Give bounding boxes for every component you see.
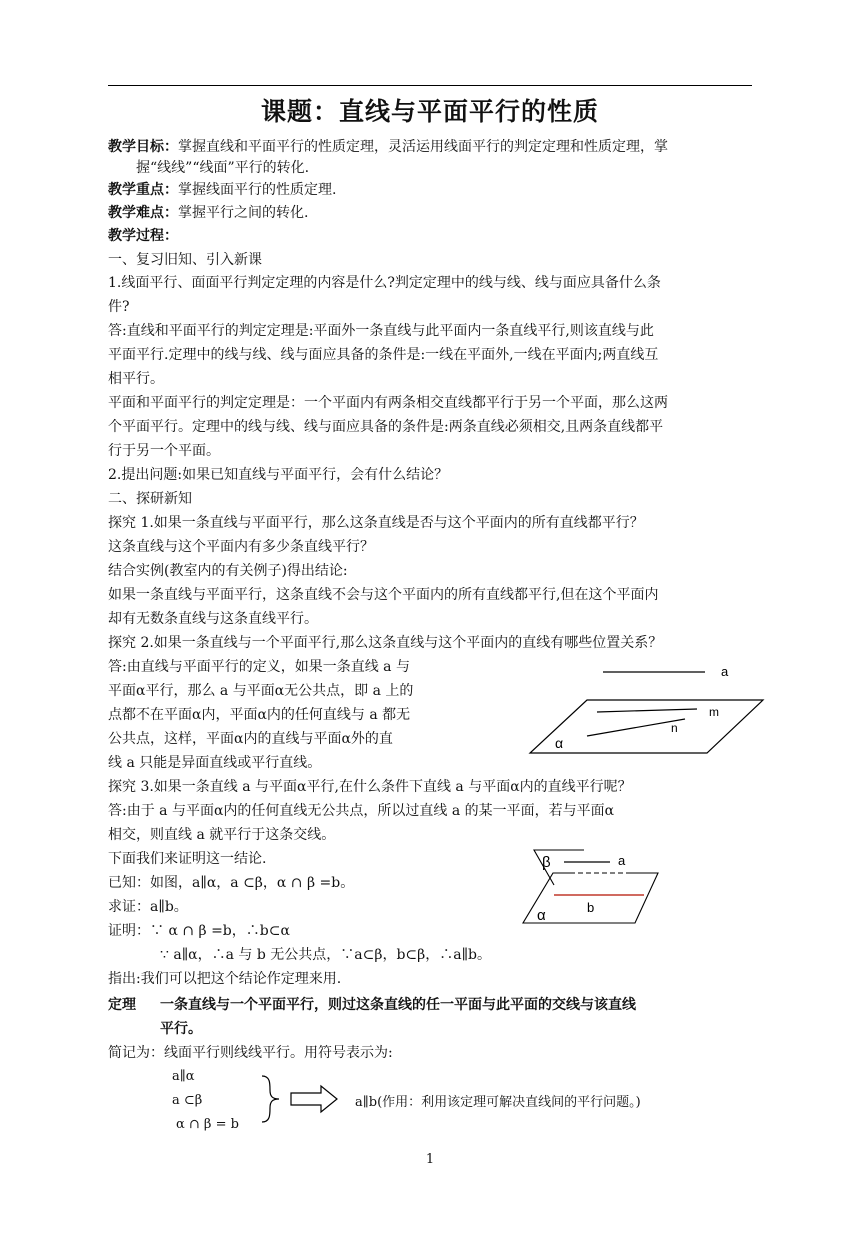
objectives-line-1	[108, 137, 668, 157]
explore-1-line-3: 结合实例(教室内的有关例子)得出结论:	[108, 563, 348, 579]
proof-note: 指出:我们可以把这个结论作定理来用.	[108, 971, 342, 987]
page-title: 课题：直线与平面平行的性质	[260, 97, 599, 126]
line-m	[597, 709, 697, 712]
summary-line: 简记为：线面平行则线线平行。用符号表示为:	[108, 1045, 393, 1061]
question-1-line-1: 1.线面平行、面面平行判定定理的内容是什么?判定定理中的线与线、线与面应具备什么条	[108, 275, 661, 291]
proof-step-1: 证明：∵ α ∩ β =b，∴b⊂α	[108, 923, 290, 939]
figure2-label-alpha: α	[537, 907, 546, 924]
theorem-line-2: 平行。	[160, 1021, 202, 1037]
difficulty-text: 掌握平行之间的转化.	[178, 205, 309, 221]
question-1-line-2: 件?	[108, 299, 130, 315]
key-point-line	[108, 180, 336, 200]
objectives-label: 教学目标：	[108, 139, 178, 155]
explore-2-line-6: 线 a 只能是异面直线或平行直线。	[108, 755, 322, 771]
explore-2-line-1: 探究 2.如果一条直线与一个平面平行,那么这条直线与这个平面内的直线有哪些位置关系？	[108, 635, 663, 651]
explore-3-line-1: 探究 3.如果一条直线 a 与平面α平行,在什么条件下直线 a 与平面α内的直线平行呢？	[108, 779, 632, 795]
figure1-label-m: m	[709, 705, 719, 719]
answer-1-line-1: 答:直线和平面平行的判定定理是:平面外一条直线与此平面内一条直线平行,则该直线与此	[108, 323, 654, 339]
answer-1b-line-1: 平面和平面平行的判定定理是：一个平面内有两条相交直线都平行于另一个平面，那么这两	[108, 395, 668, 411]
explore-1-line-4: 如果一条直线与平面平行，这条直线不会与这个平面内的所有直线都平行,但在这个平面内	[108, 587, 659, 603]
line-plane-figure	[525, 655, 765, 760]
plane-alpha	[530, 700, 763, 753]
answer-1-line-2: 平面平行.定理中的线与线、线与面应具备的条件是:一线在平面外,一线在平面内;两直线互	[108, 347, 659, 363]
condition-3: α ∩ β = b	[176, 1117, 239, 1132]
explore-1-line-2: 这条直线与这个平面内有多少条直线平行？	[108, 539, 374, 555]
explore-2-line-5: 公共点，这样，平面α内的直线与平面α外的直	[108, 731, 393, 747]
section-1-heading: 一、复习旧知、引入新课	[108, 252, 262, 268]
explore-1-line-5: 却有无数条直线与这条直线平行。	[108, 611, 318, 627]
key-point-label: 教学重点：	[108, 182, 178, 198]
difficulty-line	[108, 203, 308, 223]
proof-step-2: ∵ a∥α，∴a 与 b 无公共点，∵a⊂β，b⊂β，∴a∥b。	[160, 947, 492, 963]
figure1-label-a: a	[721, 664, 729, 679]
explore-3-line-2: 答:由于 a 与平面α内的任何直线无公共点，所以过直线 a 的某一平面，若与平面α	[108, 803, 615, 819]
explore-2-line-3: 平面α平行，那么 a 与平面α无公共点，即 a 上的	[108, 683, 414, 699]
question-2: 2.提出问题:如果已知直线与平面平行，会有什么结论？	[108, 467, 449, 483]
explore-2-line-2: 答:由直线与平面平行的定义，如果一条直线 a 与	[108, 659, 410, 675]
answer-1-line-3: 相平行。	[108, 371, 164, 387]
figure2-label-b: b	[587, 900, 595, 915]
objectives-line-2: 握“线线”“线面”平行的转化.	[136, 160, 310, 176]
figure1-label-alpha: α	[555, 735, 564, 751]
explore-3-line-4: 下面我们来证明这一结论.	[108, 851, 267, 867]
section-2-heading: 二、探研新知	[108, 491, 192, 507]
condition-2: a ⊂β	[172, 1093, 203, 1108]
proof-given: 已知：如图，a∥α，a ⊂β，α ∩ β =b。	[108, 875, 355, 891]
page-number: 1	[425, 1152, 435, 1167]
brace-icon	[262, 1076, 279, 1122]
proof-prove: 求证：a∥b。	[108, 899, 188, 915]
answer-1b-line-2: 个平面平行。定理中的线与线、线与面应具备的条件是:两条直线必须相交,且两条直线都平	[108, 419, 664, 435]
header-rule	[108, 85, 752, 86]
theorem-line-1: 一条直线与一个平面平行，则过这条直线的任一平面与此平面的交线与该直线	[160, 997, 636, 1013]
condition-1: a∥α	[172, 1069, 195, 1084]
difficulty-label: 教学难点：	[108, 205, 178, 221]
figure2-label-a: a	[618, 853, 626, 868]
process-label: 教学过程：	[108, 228, 178, 244]
objectives-text: 掌握直线和平面平行的性质定理，灵活运用线面平行的判定定理和性质定理，掌	[178, 139, 668, 155]
theorem-label: 定理	[108, 997, 136, 1013]
implies-arrow-icon	[291, 1086, 337, 1112]
explore-3-line-3: 相交，则直线 a 就平行于这条交线。	[108, 827, 336, 843]
key-point-text: 掌握线面平行的性质定理.	[178, 182, 337, 198]
figure1-label-n: n	[671, 721, 678, 735]
figure2-label-beta: β	[542, 854, 551, 871]
explore-2-line-4: 点都不在平面α内，平面α内的任何直线与 a 都无	[108, 707, 411, 723]
symbolic-result: a∥b(作用：利用该定理可解决直线间的平行问题。)	[355, 1095, 641, 1110]
two-planes-figure	[520, 845, 670, 930]
explore-1-line-1: 探究 1.如果一条直线与平面平行，那么这条直线是否与这个平面内的所有直线都平行？	[108, 515, 644, 531]
brace-and-arrow	[255, 1073, 345, 1125]
answer-1b-line-3: 行于另一个平面。	[108, 443, 220, 459]
